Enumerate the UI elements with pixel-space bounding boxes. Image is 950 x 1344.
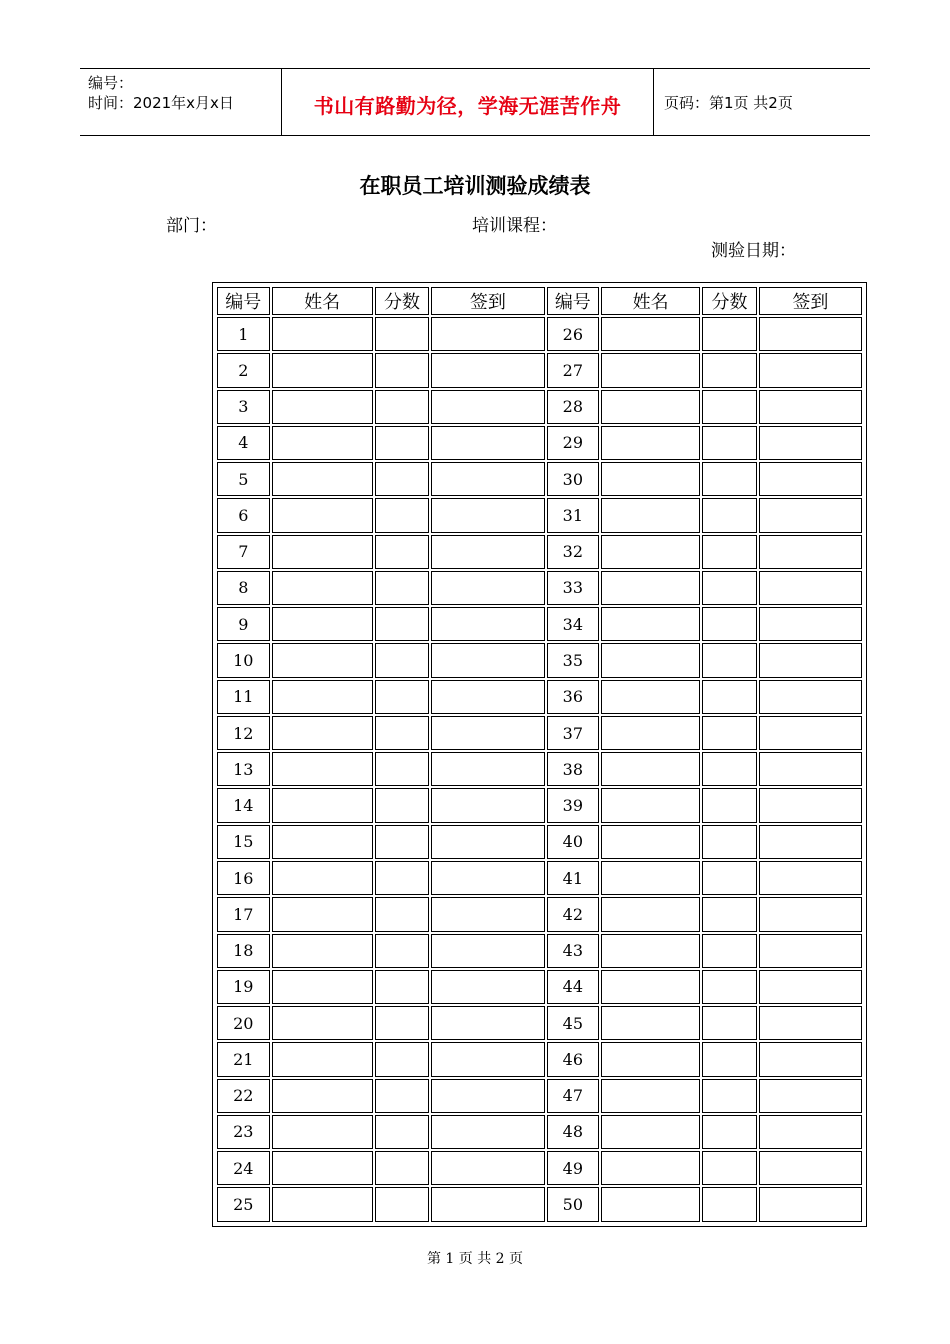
name-cell[interactable] [272, 970, 373, 1004]
name-cell[interactable] [272, 571, 373, 605]
name-cell[interactable] [601, 317, 700, 351]
signature-cell[interactable] [431, 462, 544, 496]
name-cell[interactable] [601, 970, 700, 1004]
table-row [217, 317, 862, 351]
score-cell[interactable] [375, 643, 430, 677]
score-cell[interactable] [702, 607, 757, 641]
table-row [217, 970, 862, 1004]
column-header: 分数 [702, 287, 757, 315]
score-cell[interactable] [702, 1079, 757, 1113]
signature-cell[interactable] [759, 1115, 862, 1149]
signature-cell[interactable] [431, 1042, 544, 1076]
score-cell[interactable] [702, 680, 757, 714]
signature-cell[interactable] [431, 788, 544, 822]
course-label: 培训课程： [472, 216, 557, 236]
table-row [217, 1079, 862, 1113]
signature-cell[interactable] [759, 390, 862, 424]
table-row [217, 752, 862, 786]
score-cell[interactable] [702, 752, 757, 786]
score-cell[interactable] [375, 970, 430, 1004]
name-cell[interactable] [601, 716, 700, 750]
signature-cell[interactable] [431, 752, 544, 786]
score-cell[interactable] [702, 1006, 757, 1040]
name-cell[interactable] [601, 353, 700, 387]
column-header: 签到 [431, 287, 544, 315]
name-cell[interactable] [601, 498, 700, 532]
name-cell[interactable] [272, 825, 373, 859]
time-label: 时间：2021年x月x日 [88, 94, 234, 112]
row-number-cell: 19 [217, 970, 270, 1004]
column-header: 姓名 [272, 287, 373, 315]
score-cell[interactable] [375, 1079, 430, 1113]
name-cell[interactable] [601, 680, 700, 714]
score-cell[interactable] [375, 317, 430, 351]
signature-cell[interactable] [759, 353, 862, 387]
name-cell[interactable] [601, 897, 700, 931]
name-cell[interactable] [272, 1042, 373, 1076]
row-number-cell: 20 [217, 1006, 270, 1040]
name-cell[interactable] [272, 317, 373, 351]
signature-cell[interactable] [431, 1115, 544, 1149]
signature-cell[interactable] [431, 571, 544, 605]
name-cell[interactable] [601, 861, 700, 895]
score-cell[interactable] [702, 571, 757, 605]
score-cell[interactable] [702, 1187, 757, 1222]
name-cell[interactable] [272, 861, 373, 895]
row-number-cell: 47 [547, 1079, 600, 1113]
column-header: 签到 [759, 287, 862, 315]
score-cell[interactable] [702, 788, 757, 822]
name-cell[interactable] [601, 607, 700, 641]
score-cell[interactable] [375, 571, 430, 605]
row-number-cell: 42 [547, 897, 600, 931]
signature-cell[interactable] [759, 607, 862, 641]
name-cell[interactable] [272, 390, 373, 424]
column-header: 姓名 [601, 287, 700, 315]
signature-cell[interactable] [431, 970, 544, 1004]
signature-cell[interactable] [431, 535, 544, 569]
row-number-cell: 35 [547, 643, 600, 677]
header-page-cell [654, 69, 870, 135]
score-cell[interactable] [702, 897, 757, 931]
score-cell[interactable] [375, 498, 430, 532]
signature-cell[interactable] [759, 861, 862, 895]
name-cell[interactable] [272, 462, 373, 496]
signature-cell[interactable] [759, 897, 862, 931]
name-cell[interactable] [601, 1006, 700, 1040]
row-number-cell: 49 [547, 1151, 600, 1185]
score-cell[interactable] [375, 680, 430, 714]
table-row [217, 897, 862, 931]
score-cell[interactable] [702, 934, 757, 968]
signature-cell[interactable] [431, 1079, 544, 1113]
score-cell[interactable] [702, 1042, 757, 1076]
row-number-cell: 15 [217, 825, 270, 859]
signature-cell[interactable] [759, 426, 862, 460]
table-row [217, 571, 862, 605]
page-header [80, 68, 870, 136]
table-row [217, 788, 862, 822]
score-cell[interactable] [702, 643, 757, 677]
name-cell[interactable] [272, 535, 373, 569]
signature-cell[interactable] [759, 752, 862, 786]
row-number-cell: 41 [547, 861, 600, 895]
score-cell[interactable] [702, 462, 757, 496]
row-number-cell: 14 [217, 788, 270, 822]
name-cell[interactable] [601, 390, 700, 424]
signature-cell[interactable] [759, 680, 862, 714]
name-cell[interactable] [272, 426, 373, 460]
score-cell[interactable] [702, 426, 757, 460]
row-number-cell: 31 [547, 498, 600, 532]
name-cell[interactable] [601, 462, 700, 496]
score-cell[interactable] [375, 897, 430, 931]
row-number-cell: 23 [217, 1115, 270, 1149]
row-number-cell: 9 [217, 607, 270, 641]
row-number-cell: 26 [547, 317, 600, 351]
score-cell[interactable] [375, 752, 430, 786]
row-number-cell: 10 [217, 643, 270, 677]
score-cell[interactable] [375, 426, 430, 460]
row-number-cell: 17 [217, 897, 270, 931]
score-cell[interactable] [702, 1115, 757, 1149]
score-cell[interactable] [375, 716, 430, 750]
name-cell[interactable] [601, 825, 700, 859]
row-number-cell: 7 [217, 535, 270, 569]
row-number-cell: 29 [547, 426, 600, 460]
signature-cell[interactable] [431, 643, 544, 677]
signature-cell[interactable] [431, 1151, 544, 1185]
table-row [217, 353, 862, 387]
name-cell[interactable] [272, 643, 373, 677]
table-header-row [217, 287, 862, 315]
row-number-cell: 2 [217, 353, 270, 387]
signature-cell[interactable] [431, 861, 544, 895]
row-number-cell: 24 [217, 1151, 270, 1185]
table-row [217, 1006, 862, 1040]
row-number-cell: 18 [217, 934, 270, 968]
signature-cell[interactable] [431, 317, 544, 351]
signature-cell[interactable] [759, 462, 862, 496]
table-row [217, 934, 862, 968]
score-table-frame [212, 282, 867, 1227]
score-cell[interactable] [375, 390, 430, 424]
header-motto-cell [282, 69, 654, 135]
row-number-cell: 28 [547, 390, 600, 424]
row-number-cell: 27 [547, 353, 600, 387]
score-table [215, 285, 864, 1224]
table-row [217, 390, 862, 424]
row-number-cell: 22 [217, 1079, 270, 1113]
signature-cell[interactable] [759, 1151, 862, 1185]
name-cell[interactable] [601, 426, 700, 460]
signature-cell[interactable] [759, 970, 862, 1004]
document-title: 在职员工培训测验成绩表 [359, 173, 591, 198]
table-row [217, 426, 862, 460]
row-number-cell: 5 [217, 462, 270, 496]
signature-cell[interactable] [759, 788, 862, 822]
score-cell[interactable] [702, 825, 757, 859]
table-row [217, 825, 862, 859]
name-cell[interactable] [601, 535, 700, 569]
name-cell[interactable] [272, 353, 373, 387]
score-cell[interactable] [702, 716, 757, 750]
table-row [217, 861, 862, 895]
name-cell[interactable] [272, 1151, 373, 1185]
name-cell[interactable] [272, 752, 373, 786]
signature-cell[interactable] [759, 1079, 862, 1113]
name-cell[interactable] [601, 1042, 700, 1076]
row-number-cell: 45 [547, 1006, 600, 1040]
row-number-cell: 4 [217, 426, 270, 460]
row-number-cell: 8 [217, 571, 270, 605]
score-cell[interactable] [375, 535, 430, 569]
name-cell[interactable] [601, 571, 700, 605]
row-number-cell: 48 [547, 1115, 600, 1149]
signature-cell[interactable] [431, 426, 544, 460]
signature-cell[interactable] [759, 317, 862, 351]
table-row [217, 1115, 862, 1149]
table-row [217, 1151, 862, 1185]
name-cell[interactable] [272, 1079, 373, 1113]
header-left-cell [80, 69, 282, 135]
signature-cell[interactable] [431, 1187, 544, 1222]
signature-cell[interactable] [759, 535, 862, 569]
table-row [217, 716, 862, 750]
row-number-cell: 16 [217, 861, 270, 895]
motto-text: 书山有路勤为径，学海无涯苦作舟 [313, 93, 622, 118]
page-footer: 第 1 页 共 2 页 [426, 1251, 524, 1267]
row-number-cell: 1 [217, 317, 270, 351]
table-row [217, 1042, 862, 1076]
name-cell[interactable] [272, 498, 373, 532]
row-number-cell: 11 [217, 680, 270, 714]
signature-cell[interactable] [759, 1006, 862, 1040]
signature-cell[interactable] [759, 498, 862, 532]
row-number-cell: 37 [547, 716, 600, 750]
row-number-cell: 43 [547, 934, 600, 968]
table-row [217, 535, 862, 569]
score-cell[interactable] [375, 861, 430, 895]
name-cell[interactable] [601, 1115, 700, 1149]
column-header: 分数 [375, 287, 430, 315]
name-cell[interactable] [601, 643, 700, 677]
row-number-cell: 30 [547, 462, 600, 496]
row-number-cell: 36 [547, 680, 600, 714]
score-cell[interactable] [702, 353, 757, 387]
row-number-cell: 44 [547, 970, 600, 1004]
name-cell[interactable] [601, 752, 700, 786]
score-cell[interactable] [375, 607, 430, 641]
row-number-cell: 12 [217, 716, 270, 750]
signature-cell[interactable] [431, 934, 544, 968]
signature-cell[interactable] [431, 825, 544, 859]
column-header: 编号 [547, 287, 600, 315]
table-row [217, 462, 862, 496]
score-cell[interactable] [702, 498, 757, 532]
row-number-cell: 21 [217, 1042, 270, 1076]
score-cell[interactable] [375, 934, 430, 968]
row-number-cell: 34 [547, 607, 600, 641]
signature-cell[interactable] [759, 1042, 862, 1076]
row-number-cell: 40 [547, 825, 600, 859]
name-cell[interactable] [272, 1115, 373, 1149]
score-cell[interactable] [375, 1187, 430, 1222]
signature-cell[interactable] [431, 680, 544, 714]
score-cell[interactable] [702, 1151, 757, 1185]
signature-cell[interactable] [431, 353, 544, 387]
score-cell[interactable] [375, 825, 430, 859]
table-row [217, 498, 862, 532]
signature-cell[interactable] [431, 1006, 544, 1040]
row-number-cell: 33 [547, 571, 600, 605]
name-cell[interactable] [272, 934, 373, 968]
score-cell[interactable] [702, 861, 757, 895]
score-cell[interactable] [375, 353, 430, 387]
row-number-cell: 39 [547, 788, 600, 822]
name-cell[interactable] [272, 716, 373, 750]
row-number-cell: 6 [217, 498, 270, 532]
test-date-label: 测验日期： [711, 241, 796, 261]
score-cell[interactable] [375, 788, 430, 822]
signature-cell[interactable] [759, 934, 862, 968]
score-cell[interactable] [375, 462, 430, 496]
column-header: 编号 [217, 287, 270, 315]
signature-cell[interactable] [431, 897, 544, 931]
name-cell[interactable] [601, 788, 700, 822]
score-cell[interactable] [702, 535, 757, 569]
row-number-cell: 25 [217, 1187, 270, 1222]
score-cell[interactable] [702, 970, 757, 1004]
name-cell[interactable] [601, 1187, 700, 1222]
score-cell[interactable] [375, 1115, 430, 1149]
name-cell[interactable] [272, 1006, 373, 1040]
signature-cell[interactable] [431, 716, 544, 750]
name-cell[interactable] [601, 1151, 700, 1185]
score-cell[interactable] [375, 1151, 430, 1185]
name-cell[interactable] [272, 680, 373, 714]
signature-cell[interactable] [759, 643, 862, 677]
table-row [217, 643, 862, 677]
row-number-cell: 32 [547, 535, 600, 569]
row-number-cell: 38 [547, 752, 600, 786]
row-number-cell: 3 [217, 390, 270, 424]
name-cell[interactable] [272, 788, 373, 822]
table-body [217, 317, 862, 1222]
signature-cell[interactable] [759, 1187, 862, 1222]
score-cell[interactable] [375, 1006, 430, 1040]
signature-cell[interactable] [759, 825, 862, 859]
name-cell[interactable] [272, 897, 373, 931]
signature-cell[interactable] [759, 571, 862, 605]
signature-cell[interactable] [431, 607, 544, 641]
department-label: 部门： [166, 216, 217, 236]
number-label: 编号： [88, 74, 134, 92]
table-row [217, 1187, 862, 1222]
score-cell[interactable] [702, 317, 757, 351]
name-cell[interactable] [272, 607, 373, 641]
table-row [217, 680, 862, 714]
score-cell[interactable] [702, 390, 757, 424]
signature-cell[interactable] [759, 716, 862, 750]
page-info: 页码：第1页 共2页 [664, 93, 793, 112]
table-row [217, 607, 862, 641]
signature-cell[interactable] [431, 498, 544, 532]
row-number-cell: 50 [547, 1187, 600, 1222]
row-number-cell: 13 [217, 752, 270, 786]
name-cell[interactable] [601, 934, 700, 968]
name-cell[interactable] [272, 1187, 373, 1222]
row-number-cell: 46 [547, 1042, 600, 1076]
signature-cell[interactable] [431, 390, 544, 424]
score-cell[interactable] [375, 1042, 430, 1076]
name-cell[interactable] [601, 1079, 700, 1113]
